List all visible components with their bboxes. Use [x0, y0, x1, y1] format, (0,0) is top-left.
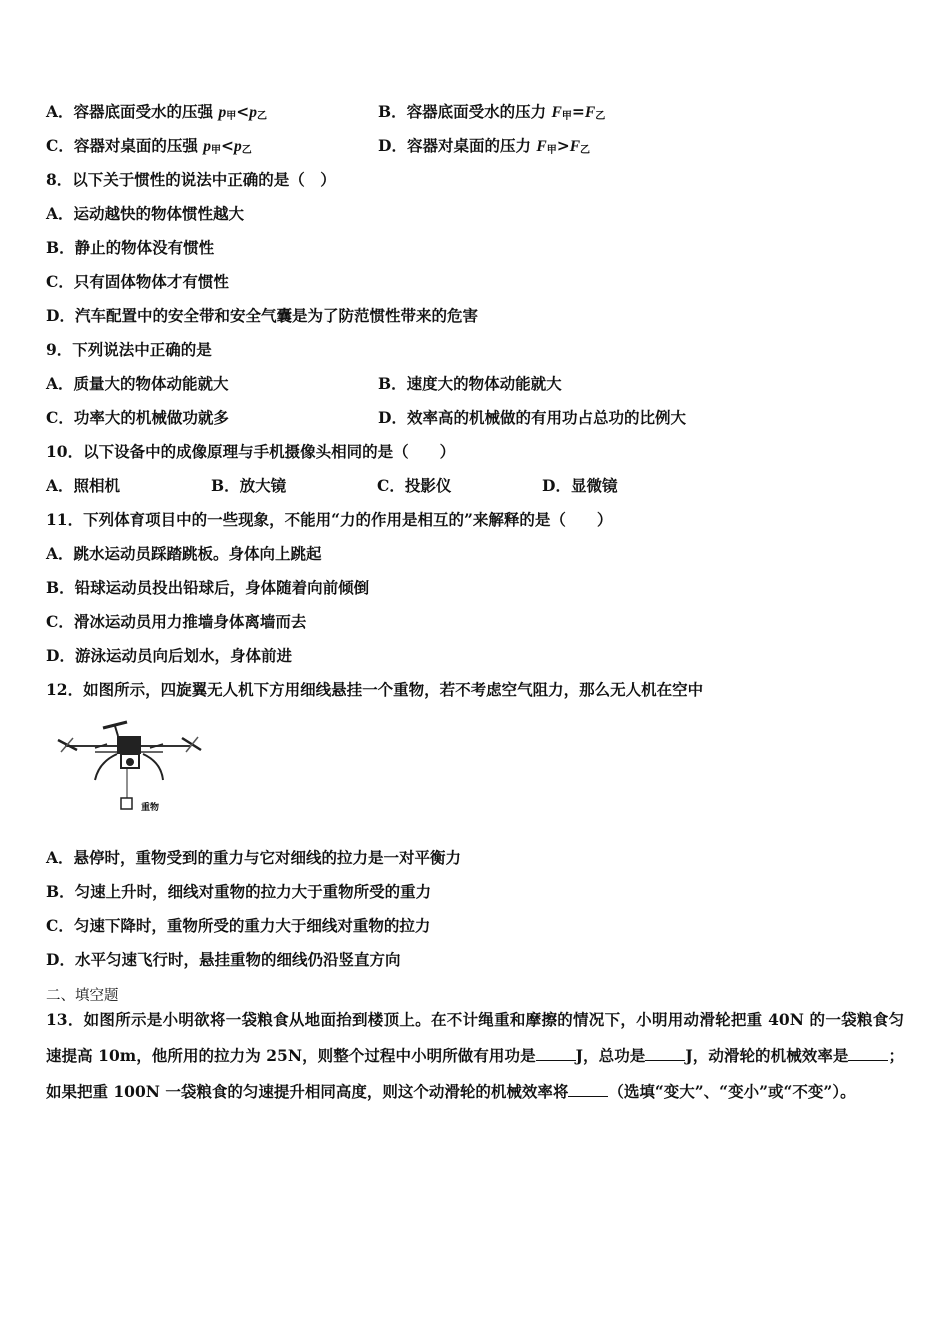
q8-option-d: D．汽车配置中的安全带和安全气囊是为了防范惯性带来的危害 — [46, 306, 478, 325]
q13-part5: （选填“变大”、“变小”或“不变”）。 — [608, 1082, 856, 1101]
q12-option-b: B．匀速上升时，细线对重物的拉力大于重物所受的重力 — [46, 882, 432, 901]
q9-stem: 9．下列说法中正确的是 — [46, 340, 212, 359]
q10-option-b: B．放大镜 — [211, 476, 287, 495]
q11-option-c: C．滑冰运动员用力推墙身体离墙而去 — [46, 612, 307, 631]
q7-b-op: = — [571, 102, 585, 121]
q9-option-b: B．速度大的物体动能就大 — [378, 374, 562, 393]
q7-a-var1: p — [218, 104, 227, 121]
q7-d-sub1: 甲 — [546, 145, 557, 156]
q7-c-sub1: 甲 — [210, 145, 221, 156]
q7-b-text: B．容器底面受水的压力 — [378, 102, 552, 121]
q7-d-sub2: 乙 — [580, 145, 591, 156]
q7-d-text: D．容器对桌面的压力 — [378, 136, 537, 155]
q7-c-op: < — [220, 136, 234, 155]
q7-c-var2: p — [233, 138, 242, 155]
q10-stem: 10．以下设备中的成像原理与手机摄像头相同的是（ ） — [46, 442, 456, 461]
q13-blank-total-work[interactable] — [645, 1046, 685, 1061]
q7-a-text: A．容器底面受水的压强 — [46, 102, 219, 121]
q7-option-b — [378, 102, 605, 127]
q7-c-var1: p — [203, 138, 211, 155]
q7-d-op: > — [556, 136, 570, 155]
q7-option-d — [378, 136, 590, 161]
q10-option-c: C．投影仪 — [377, 476, 452, 495]
q7-a-op: < — [236, 102, 250, 121]
q12-option-c: C．匀速下降时，重物所受的重力大于细线对重物的拉力 — [46, 916, 431, 935]
q11-option-b: B．铅球运动员投出铅球后，身体随着向前倾倒 — [46, 578, 370, 597]
q7-d-var1: F — [536, 138, 547, 155]
q7-b-var1: F — [551, 104, 562, 121]
q11-option-a: A．跳水运动员踩踏跳板。身体向上跳起 — [46, 544, 322, 563]
q7-option-c — [46, 136, 252, 161]
q13-blank-efficiency[interactable] — [848, 1046, 888, 1061]
q10-option-d: D．显微镜 — [542, 476, 618, 495]
q13-blank-efficiency-change[interactable] — [568, 1082, 608, 1097]
q13-part3: J，动滑轮的机械效率是 — [685, 1046, 849, 1065]
q7-c-sub2: 乙 — [241, 145, 252, 156]
q8-option-c: C．只有固体物体才有惯性 — [46, 272, 229, 291]
drone-figure — [55, 718, 205, 818]
q13-part1: 13．如图所示是小明欲将一袋粮食从地面抬到楼顶上。在不计绳重和摩擦的情况下，小明用动滑轮把重 40N 的一袋粮食匀速提高 10m，他所用的拉力为 25N，则整个过程中小明所做有用功是 — [46, 1010, 904, 1065]
q12-stem: 12．如图所示，四旋翼无人机下方用细线悬挂一个重物，若不考虑空气阻力，那么无人机在空中 — [46, 680, 704, 699]
q7-option-a — [46, 102, 267, 127]
section-title-fill-blank: 二、填空题 — [46, 988, 119, 1004]
q11-stem: 11．下列体育项目中的一些现象，不能用“力的作用是相互的”来解释的是（ ） — [46, 510, 613, 529]
q9-option-c: C．功率大的机械做功就多 — [46, 408, 229, 427]
q13-part2: J，总功是 — [575, 1046, 646, 1065]
q7-a-var2: p — [249, 104, 257, 121]
q13-part4: ；如果把重 100N 一袋粮食的匀速提升相同高度，则这个动滑轮的机械效率将 — [46, 1046, 904, 1101]
drone-illustration — [55, 718, 205, 818]
q11-option-d: D．游泳运动员向后划水，身体前进 — [46, 646, 292, 665]
q7-a-sub1: 甲 — [226, 111, 237, 122]
q7-c-text: C．容器对桌面的压强 — [46, 136, 204, 155]
q7-d-var2: F — [569, 138, 581, 155]
q9-option-a: A．质量大的物体动能就大 — [46, 374, 229, 393]
q7-b-sub2: 乙 — [595, 111, 606, 122]
q7-b-sub1: 甲 — [561, 111, 572, 122]
q8-option-a: A．运动越快的物体惯性越大 — [46, 204, 245, 223]
q10-options — [46, 476, 666, 496]
q8-option-b: B．静止的物体没有惯性 — [46, 238, 215, 257]
q13-blank-useful-work[interactable] — [536, 1046, 576, 1061]
q8-stem: 8．以下关于惯性的说法中正确的是（ ） — [46, 170, 336, 189]
q10-option-a: A．照相机 — [46, 476, 121, 495]
q12-option-d: D．水平匀速飞行时，悬挂重物的细线仍沿竖直方向 — [46, 950, 401, 969]
q9-option-d: D．效率高的机械做的有用功占总功的比例大 — [378, 408, 686, 427]
q7-b-var2: F — [584, 104, 596, 121]
q13-paragraph — [46, 1002, 904, 1110]
q12-option-a: A．悬停时，重物受到的重力与它对细线的拉力是一对平衡力 — [46, 848, 462, 867]
q7-a-sub2: 乙 — [256, 111, 267, 122]
drone-weight-label: 重物 — [141, 803, 160, 813]
